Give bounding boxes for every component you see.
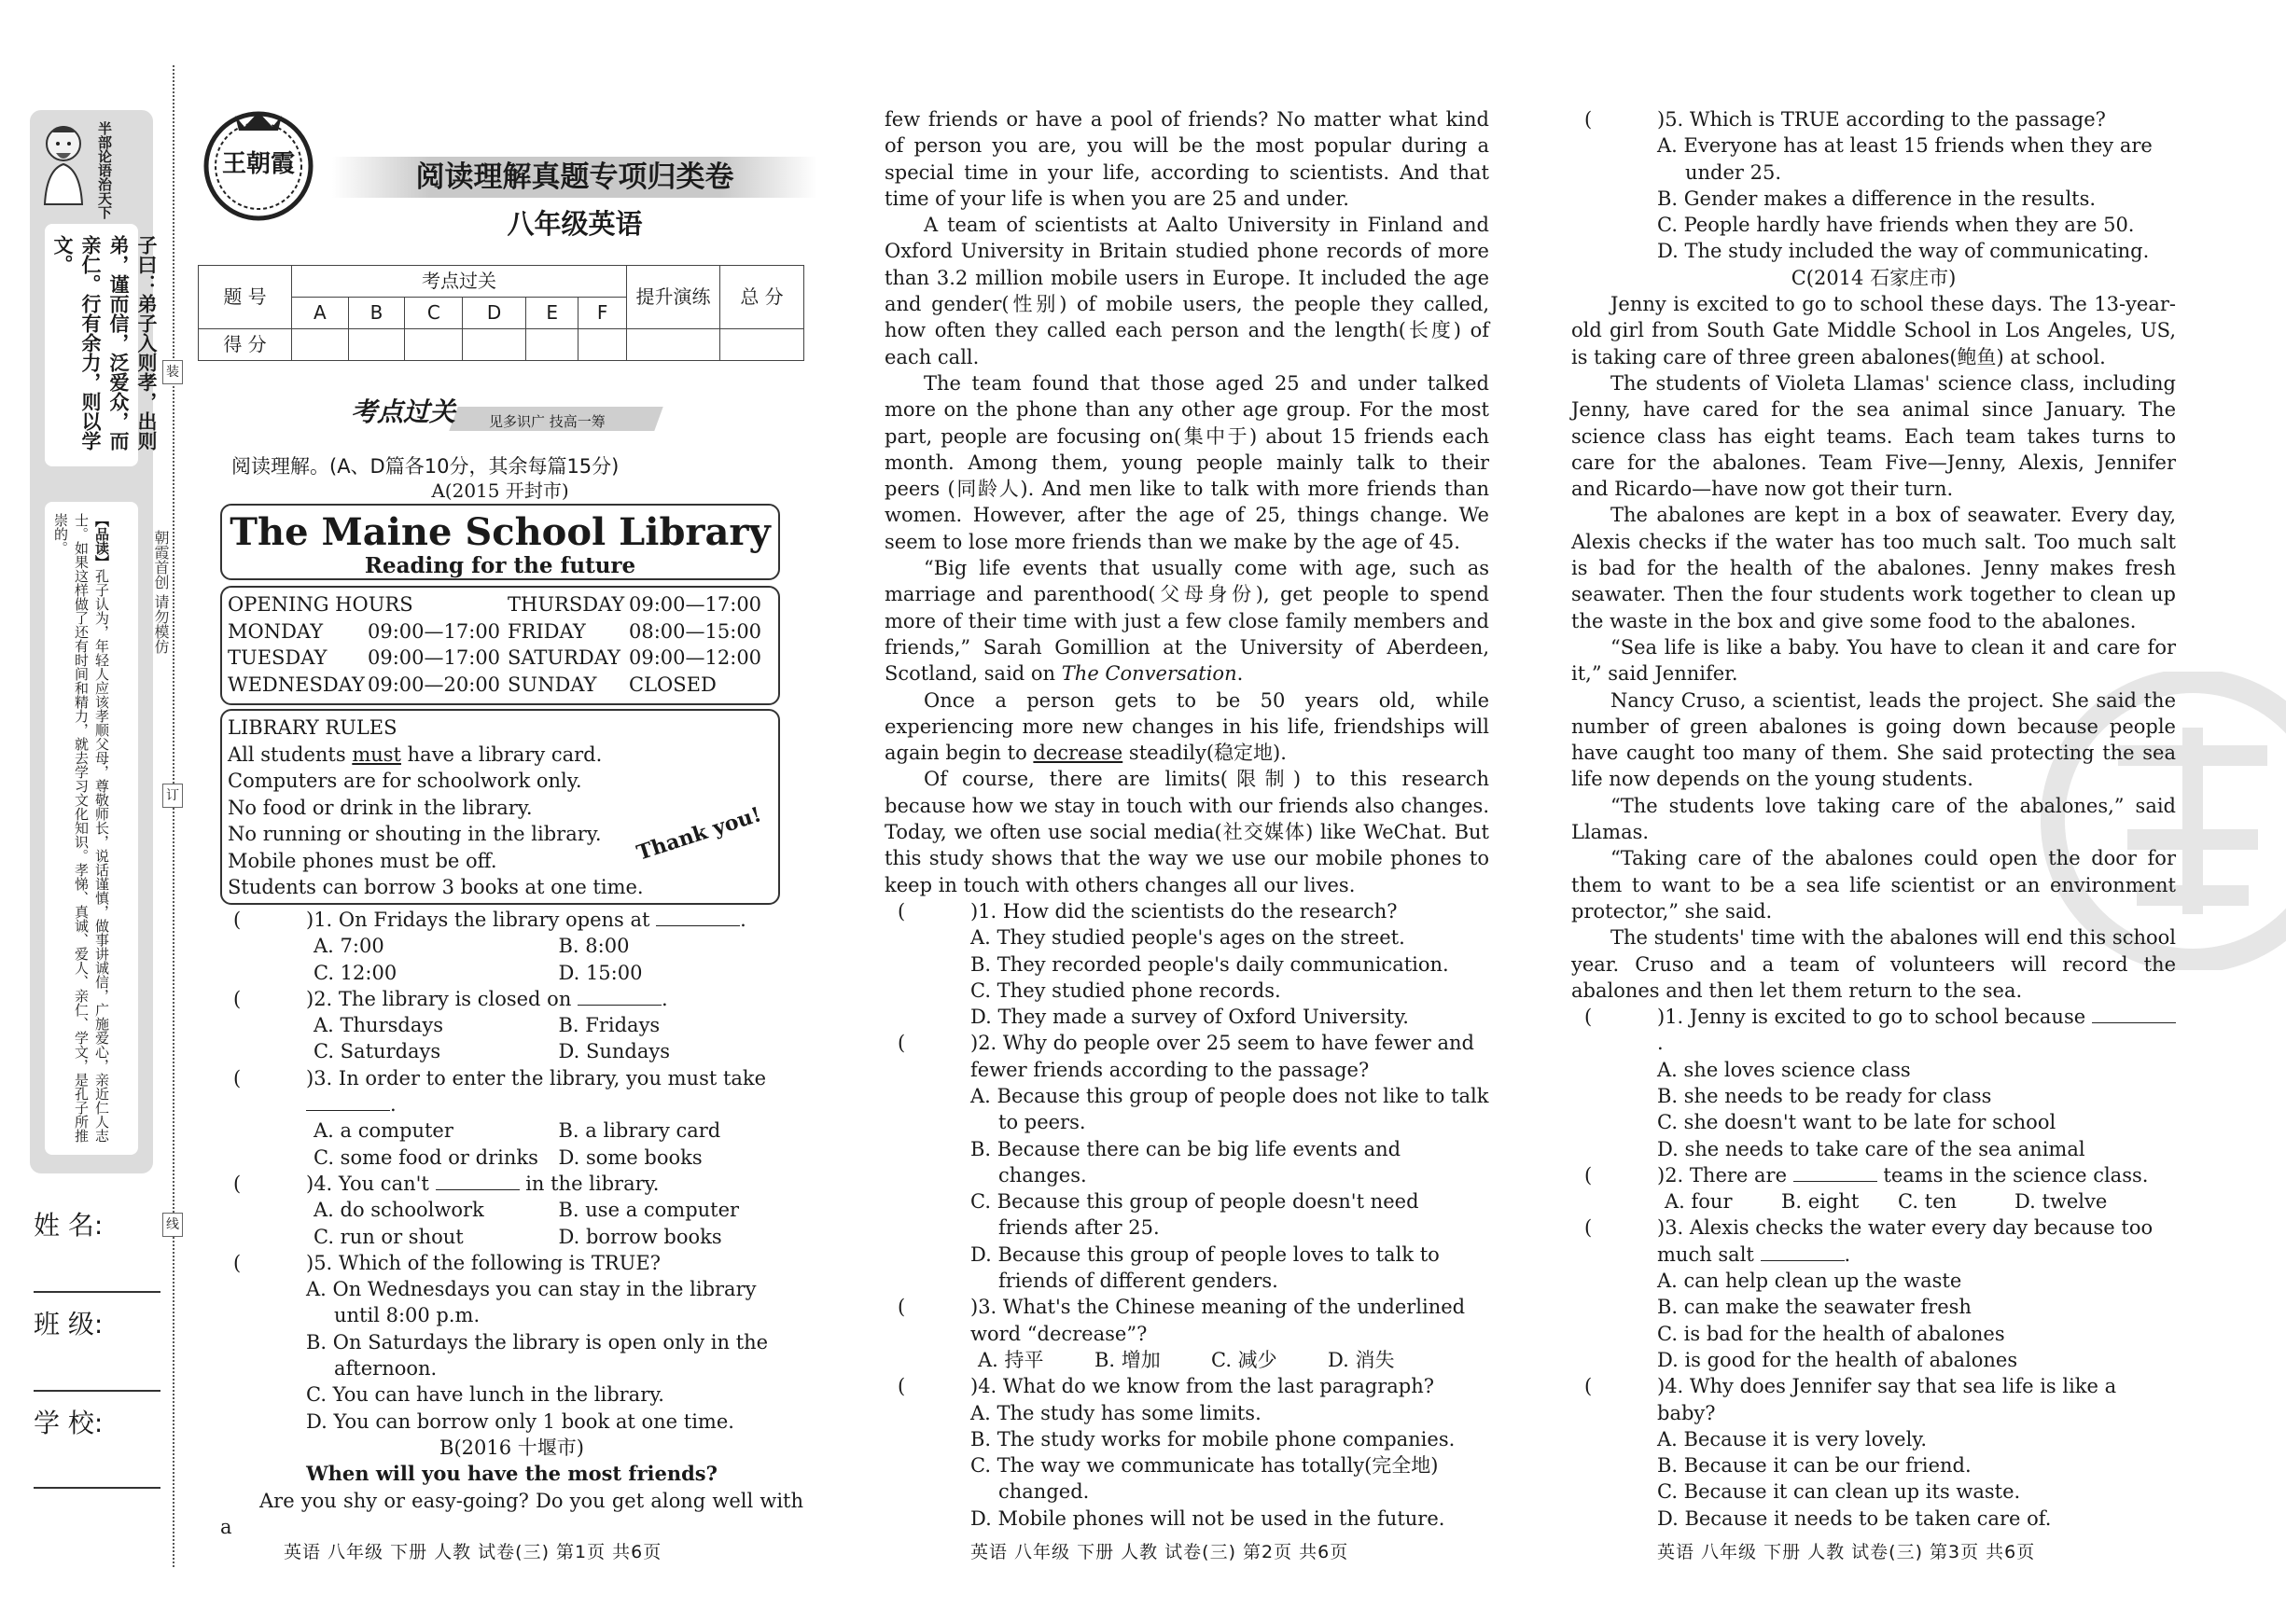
logo-text: 王朝霞: [221, 150, 295, 178]
name-field[interactable]: [34, 1291, 160, 1293]
option: C. Because it can clean up its waste.: [1657, 1480, 2021, 1504]
passage-c-paragraph: Jenny is excited to go to school these days. The 13-year-old girl from South Gate Middle School in Los Angeles, US, is taking care of three green abalones(鲍鱼) at school.: [1571, 293, 2176, 368]
option: B. Because it can be our friend.: [1657, 1454, 1972, 1478]
column-3: [1571, 106, 2176, 1532]
options-a4: A. do schoolwork B. use a computer: [314, 1199, 740, 1222]
answer-blank: [436, 1173, 520, 1190]
answer-blank: [656, 909, 740, 926]
answer-slot[interactable]: (: [898, 1296, 906, 1319]
rule-item: Computers are for schoolwork only.: [228, 770, 582, 792]
option: A. On Wednesdays you can stay in the library until 8:00 p.m.: [306, 1278, 757, 1327]
hours-cell: TUESDAY: [228, 646, 328, 669]
option: A. can help clean up the waste: [1657, 1270, 1962, 1293]
col-a: A: [292, 298, 349, 329]
score-header-label: 题 号: [199, 266, 292, 329]
option: D. The study included the way of communicating.: [1657, 240, 2150, 263]
answer-slot[interactable]: (: [233, 1251, 242, 1274]
question-b2: ( )2. Why do people over 25 seem to have fewer and fewer friends according to the passage?: [898, 1032, 1474, 1081]
answer-slot[interactable]: (: [233, 1172, 242, 1195]
col-e: E: [525, 298, 578, 329]
option: B. They recorded people's daily communication.: [970, 952, 1449, 976]
passage-c-paragraph: The students' time with the abalones will end this school year. Cruso and a team of volunteers will record the abalones and then let them return to the sea.: [1571, 926, 2176, 1002]
option: B. The study works for mobile phone companies.: [970, 1427, 1456, 1450]
score-cell[interactable]: [292, 329, 349, 361]
commentary-body: 孔子认为，年轻人应该孝顺父母，尊敬师长，说话谨慎，做事讲诚信，广施爱心，亲近仁人志士。如果这样做了还有时间和精力，就去学习文化知识。孝悌、真诚、爱人、亲仁、学文，是孔子所推崇的。: [52, 513, 110, 1143]
page-footer-3: 英语 八年级 下册 人教 试卷(三) 第3页 共6页: [1657, 1542, 2036, 1562]
hours-cell: [368, 591, 508, 618]
school-field[interactable]: [34, 1487, 160, 1489]
options-a2: A. Thursdays B. Fridays: [314, 1014, 661, 1037]
options-a4: C. run or shout D. borrow books: [314, 1225, 722, 1248]
passage-c-tag: C(2014 石家庄市): [1791, 266, 1957, 289]
passage-b-paragraph: Of course, there are limits(限制) to this research because how we stay in touch with our friends also changes. Today, we often use social media(社交媒体) like WeChat. But this study shows that the way we use our mobile phones to keep in touch with others changes all our lives.: [885, 768, 1489, 896]
source-title: The Conversation: [1061, 662, 1237, 686]
passage-b-tag: B(2016 十堰市): [439, 1436, 584, 1459]
section-banner: [351, 396, 659, 437]
options-a3: A. a computer B. a library card: [314, 1119, 721, 1143]
passage-c-paragraph: The students of Violeta Llamas' science class, including Jenny, have cared for the sea animal since January. The science class has eight teams. Each team takes turns to care for the abalones. Team Five—Jenny, Alexis, Jennifer and Ricardo—have now got their turn.: [1571, 371, 2176, 501]
passage-c-paragraph: “Sea life is like a baby. You have to clean it and care for it,” said Jennifer.: [1571, 635, 2176, 686]
score-cell[interactable]: [525, 329, 578, 361]
question-a5: ( )5. Which of the following is TRUE?: [220, 1250, 803, 1276]
binding-label-1: 装: [162, 360, 183, 384]
option: B. Gender makes a difference in the results.: [1657, 187, 2097, 210]
kaodian-header: 考点过关: [292, 266, 627, 298]
col-d: D: [463, 298, 526, 329]
answer-slot[interactable]: (: [1584, 1163, 1593, 1187]
hours-cell: CLOSED: [629, 673, 717, 696]
hours-cell: 09:00—20:00: [368, 673, 501, 696]
passage-b-paragraph: “Big life events that usually come with age, such as marriage and parenthood(父母身份), get people to spend more of their time with just a few close family members and friends,” Sarah Gomillion at the University of Aberdeen, Scotland, said on The Conversation.: [885, 557, 1489, 686]
passage-c-paragraph: “The students love taking care of the abalones,” said Llamas.: [1571, 794, 2176, 844]
rules-title: LIBRARY RULES: [228, 716, 397, 739]
brand-logo: [198, 103, 319, 224]
col-f: F: [578, 298, 627, 329]
answer-slot[interactable]: (: [1584, 108, 1593, 131]
page-footer-1: 英语 八年级 下册 人教 试卷(三) 第1页 共6页: [284, 1542, 662, 1562]
rule-item: Students can borrow 3 books at one time.: [228, 876, 644, 898]
passage-c-paragraph: “Taking care of the abalones could open the door for them to want to be a sea life scientist or an environment protector,” she said.: [1571, 847, 2176, 923]
confucius-quote: 子曰：弟子入则孝，出则弟，谨而信，泛爱众，而亲仁。行有余力，则以学文。: [51, 235, 158, 451]
question-c4: ( )4. Why does Jennifer say that sea life is like a baby?: [1584, 1375, 2117, 1424]
score-cell[interactable]: [348, 329, 405, 361]
passage-b-title: When will you have the most friends?: [306, 1462, 718, 1486]
question-a4: ( )4. You can't in the library.: [220, 1171, 803, 1197]
option: C. You can have lunch in the library.: [306, 1383, 664, 1407]
question-c3: ( )3. Alexis checks the water every day because too much salt .: [1584, 1216, 2154, 1266]
option: C. The way we communicate has totally(完全地) changed.: [970, 1454, 1439, 1504]
answer-blank: [306, 1094, 390, 1111]
option: D. she needs to take care of the sea animal: [1657, 1137, 2085, 1160]
answer-slot[interactable]: (: [1584, 1375, 1593, 1398]
answer-slot[interactable]: (: [233, 1066, 242, 1090]
rule-must: must: [352, 743, 401, 766]
underlined-word: decrease: [1033, 742, 1123, 765]
hours-row: [228, 645, 773, 672]
hours-cell: 09:00—17:00: [368, 619, 501, 643]
passage-b-paragraph: Are you shy or easy-going? Do you get along well with a: [220, 1489, 803, 1538]
options-b3: A. 持平 B. 增加 C. 减少 D. 消失: [978, 1348, 1395, 1371]
hours-cell: 09:00—17:00: [629, 593, 762, 616]
option: A. They studied people's ages on the street.: [970, 926, 1405, 950]
option: B. Because there can be big life events and changes.: [970, 1137, 1401, 1187]
name-label: 姓 名:: [34, 1210, 104, 1241]
option: C. Because this group of people doesn't need friends after 25.: [970, 1190, 1419, 1240]
option: D. Mobile phones will not be used in the future.: [970, 1506, 1445, 1530]
total-header: 总 分: [720, 266, 804, 329]
option: B. can make the seawater fresh: [1657, 1296, 1972, 1319]
options-c2: A. four B. eight C. ten D. twelve: [1665, 1190, 2108, 1214]
answer-blank: [1761, 1244, 1845, 1261]
option: B. On Saturdays the library is open only in the afternoon.: [306, 1330, 769, 1381]
options-a2: C. Saturdays D. Sundays: [314, 1040, 670, 1063]
passage-a-tag: A(2015 开封市): [431, 479, 569, 502]
score-cell[interactable]: [405, 329, 463, 361]
page-footer-2: 英语 八年级 下册 人教 试卷(三) 第2页 共6页: [970, 1542, 1349, 1562]
options-a3: C. some food or drinks D. some books: [314, 1145, 703, 1169]
answer-blank: [1793, 1165, 1877, 1182]
option: D. They made a survey of Oxford University.: [970, 1006, 1409, 1029]
hours-cell: OPENING HOURS: [228, 593, 413, 616]
option: A. Because it is very lovely.: [1657, 1427, 1928, 1450]
score-cell[interactable]: [627, 329, 720, 361]
answer-slot[interactable]: (: [1584, 1006, 1593, 1029]
rule-item: Mobile phones must be off.: [228, 849, 497, 872]
passage-b-paragraph: A team of scientists at Aalto University in Finland and Oxford University in Britain studied phone records of more than 3.2 million mobile users in Europe. It included the age and gender(性别) of mobile users, the people they called, how often they called each person and the length(长度) of each call.: [885, 214, 1489, 368]
banner-title: 考点过关: [351, 396, 456, 427]
passage-b-paragraph: few friends or have a pool of friends? No matter what kind of person you are, you will be the most popular during a special time in your life, according to scientists. And that time of your life is when you are 25 and under.: [885, 108, 1489, 210]
question-c2: ( )2. There are teams in the science class.: [1571, 1162, 2176, 1188]
score-cell[interactable]: [578, 329, 627, 361]
question-a1: ( )1. On Fridays the library opens at .: [220, 907, 803, 933]
class-label: 班 级:: [34, 1309, 104, 1339]
hours-cell: 08:00—15:00: [629, 619, 762, 643]
option: C. People hardly have friends when they are 50.: [1657, 214, 2135, 237]
commentary-label: 【品读】: [93, 513, 110, 569]
class-field[interactable]: [34, 1390, 160, 1392]
answer-blank: [2092, 1006, 2176, 1023]
tisheng-header: 提升演练: [627, 266, 720, 329]
binding-label-3: 线: [162, 1213, 183, 1237]
library-title-box: [220, 504, 780, 580]
opening-hours-table: [228, 591, 773, 698]
option: C. is bad for the health of abalones: [1657, 1322, 2005, 1345]
answer-slot[interactable]: (: [233, 909, 242, 931]
score-table: [198, 265, 804, 361]
answer-blank: [578, 989, 662, 1006]
binding-dotted-line: [173, 65, 174, 1567]
question-a3: ( )3. In order to enter the library, you must take .: [233, 1066, 767, 1117]
copyright-notice: 朝霞首创 请勿模仿: [152, 530, 170, 655]
library-rules-box: [220, 709, 780, 905]
question-b5: ( )5. Which is TRUE according to the passage?: [1571, 106, 2176, 132]
option: C. she doesn't want to be late for school: [1657, 1111, 2056, 1134]
thank-you-note: Thank you!: [634, 802, 765, 866]
option: D. Because it needs to be taken care of.: [1657, 1506, 2052, 1530]
answer-slot[interactable]: (: [898, 1375, 906, 1398]
passage-b-paragraph: The team found that those aged 25 and under talked more on the phone than any other age group. For the most part, people are focusing on(集中于) about 15 friends each month. Among them, young people mainly talk to their peers (同龄人). And men like to talk with more friends than women. However, after the age of 25, things change. We seem to lose more friends than we make by the age of 45.: [885, 371, 1489, 553]
option: A. Everyone has at least 15 friends when they are under 25.: [1657, 134, 2153, 184]
question-b3: ( )3. What's the Chinese meaning of the underlined word “decrease”?: [898, 1296, 1466, 1345]
exam-subtitle: 八年级英语: [507, 208, 643, 240]
hours-cell: 09:00—12:00: [629, 646, 762, 669]
hours-cell: WEDNESDAY: [228, 673, 365, 696]
library-subtitle: Reading for the future: [364, 553, 636, 578]
option: D. is good for the health of abalones: [1657, 1348, 2018, 1371]
options-a1: A. 7:00 B. 8:00: [314, 935, 630, 958]
hours-row: [228, 591, 773, 618]
passage-c-paragraph: Nancy Cruso, a scientist, leads the project. She said the number of green abalones is going down because people have caught too many of them. She said protecting the sea life now depends on the young students.: [1571, 688, 2176, 791]
question-c1: ( )1. Jenny is excited to go to school because .: [1571, 1004, 2176, 1057]
passage-b-paragraph: Once a person gets to be 50 years old, while experiencing more new changes in his life, friendships will again begin to decrease steadily(稳定地).: [885, 688, 1489, 765]
question-b1: ( )1. How did the scientists do the research?: [885, 898, 1489, 924]
option: A. she loves science class: [1657, 1058, 1911, 1081]
school-label: 学 校:: [34, 1408, 104, 1438]
instruction: 阅读理解。(A、D篇各10分，其余每篇15分): [231, 455, 620, 478]
commentary-text: [50, 513, 112, 1147]
col-c: C: [405, 298, 463, 329]
answer-slot[interactable]: (: [1584, 1216, 1593, 1240]
rule-item: All students must have a library card.: [228, 743, 603, 766]
answer-slot[interactable]: (: [898, 899, 906, 923]
passage-c-paragraph: The abalones are kept in a box of seawater. Every day, Alexis checks if the water has too much salt. Too much salt is bad for the health of the abalones. Jenny makes fresh seawater. Then the four students work together to clean up the waste in the box and give some food to the abalones.: [1571, 504, 2176, 632]
hours-cell: SUNDAY: [508, 673, 597, 696]
answer-slot[interactable]: (: [233, 987, 242, 1010]
hours-cell: THURSDAY: [508, 593, 625, 616]
option: D. You can borrow only 1 book at one time.: [306, 1409, 734, 1433]
hours-cell: MONDAY: [228, 619, 324, 643]
opening-hours-box: [220, 586, 780, 705]
rule-item: No food or drink in the library.: [228, 796, 533, 819]
options-a1: C. 12:00 D. 15:00: [314, 961, 643, 984]
exam-title: 阅读理解真题专项归类卷: [415, 160, 734, 194]
hours-row: [228, 672, 773, 699]
library-title: The Maine School Library: [230, 510, 771, 554]
banner-slogan: 见多识广 技高一筹: [489, 413, 606, 430]
hours-row: [228, 618, 773, 645]
column-2: [885, 106, 1489, 1532]
option: A. Because this group of people does not like to talk to peers.: [970, 1084, 1489, 1134]
score-cell[interactable]: [720, 329, 804, 361]
motto-badge: 半部论语治天下: [96, 121, 113, 219]
option: C. They studied phone records.: [970, 979, 1281, 1002]
hours-cell: 09:00—17:00: [368, 646, 501, 669]
column-1: [220, 907, 803, 1540]
option: A. The study has some limits.: [970, 1401, 1261, 1424]
hours-cell: FRIDAY: [508, 619, 586, 643]
option: B. she needs to be ready for class: [1657, 1084, 1992, 1107]
col-b: B: [348, 298, 405, 329]
question-a2: ( )2. The library is closed on .: [220, 986, 803, 1012]
option: D. Because this group of people loves to talk to friends of different genders.: [970, 1242, 1440, 1293]
score-row-label: 得 分: [199, 329, 292, 361]
question-b4: ( )4. What do we know from the last paragraph?: [885, 1373, 1489, 1399]
score-cell[interactable]: [463, 329, 526, 361]
binding-label-2: 订: [162, 784, 183, 808]
hours-cell: SATURDAY: [508, 646, 620, 669]
rule-item: No running or shouting in the library.: [228, 823, 602, 845]
answer-slot[interactable]: (: [898, 1032, 906, 1055]
confucius-avatar: [35, 116, 91, 209]
